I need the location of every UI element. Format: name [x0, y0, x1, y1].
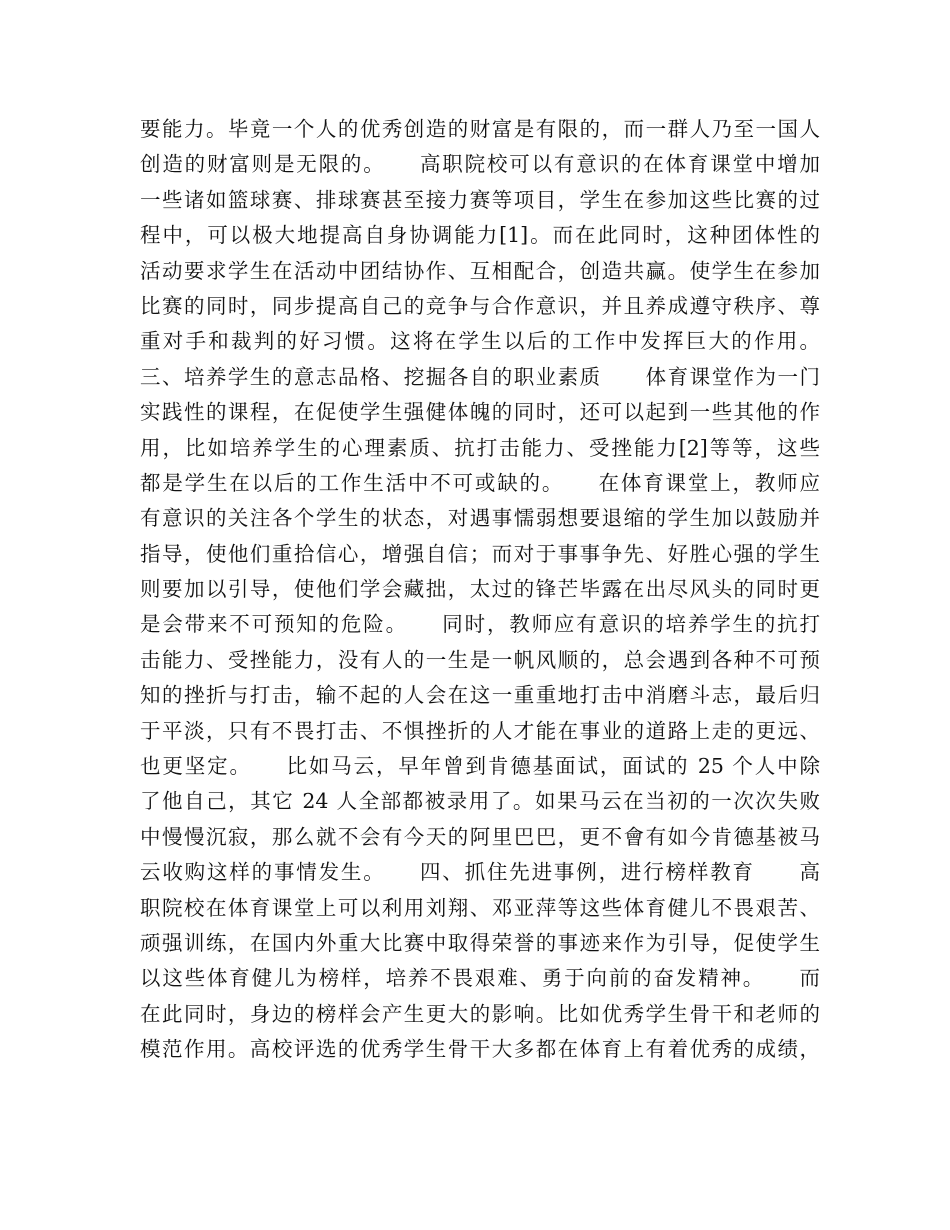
text-line: 都是学生在以后的工作生活中不可或缺的。 在体育课堂上，教师应	[140, 470, 820, 495]
text-line: 云收购这样的事情发生。 四、抓住先进事例，进行榜样教育 高	[140, 860, 820, 885]
text-line: 顽强训练，在国内外重大比赛中取得荣誉的事迹来作为引导，促使学生	[140, 930, 820, 955]
text-line: 了他自己，其它 24 人全部都被录用了。如果马云在当初的一次次失败	[140, 789, 820, 814]
text-line: 于平淡，只有不畏打击、不惧挫折的人才能在事业的道路上走的更远、	[140, 718, 820, 743]
text-line: 一些诸如篮球赛、排球赛甚至接力赛等项目，学生在参加这些比赛的过	[140, 187, 820, 212]
text-line: 比赛的同时，同步提高自己的竞争与合作意识，并且养成遵守秩序、尊	[140, 293, 820, 318]
text-line: 模范作用。高校评选的优秀学生骨干大多都在体育上有着优秀的成绩，	[140, 1037, 820, 1062]
text-line: 知的挫折与打击，输不起的人会在这一重重地打击中消磨斗志，最后归	[140, 683, 820, 708]
text-line: 创造的财富则是无限的。 高职院校可以有意识的在体育课堂中增加	[140, 152, 820, 177]
text-line: 在此同时，身边的榜样会产生更大的影响。比如优秀学生骨干和老师的	[140, 1001, 820, 1026]
text-line: 指导，使他们重拾信心，增强自信；而对于事事争先、好胜心强的学生	[140, 541, 820, 566]
text-line: 中慢慢沉寂，那么就不会有今天的阿里巴巴，更不會有如今肯德基被马	[140, 824, 820, 849]
text-line: 用，比如培养学生的心理素质、抗打击能力、受挫能力[2]等等，这些	[140, 435, 820, 460]
text-line: 要能力。毕竟一个人的优秀创造的财富是有限的，而一群人乃至一国人	[140, 117, 820, 141]
text-line: 实践性的课程，在促使学生强健体魄的同时，还可以起到一些其他的作	[140, 400, 820, 425]
text-line: 职院校在体育课堂上可以利用刘翔、邓亚萍等这些体育健儿不畏艰苦、	[140, 895, 820, 920]
body-text	[140, 112, 820, 1068]
text-line: 是会带来不可预知的危险。 同时，教师应有意识的培养学生的抗打	[140, 612, 820, 637]
text-line: 三、培养学生的意志品格、挖掘各自的职业素质 体育课堂作为一门	[140, 364, 820, 389]
text-line: 也更坚定。 比如马云，早年曾到肯德基面试，面试的 25 个人中除	[140, 754, 820, 779]
text-line: 活动要求学生在活动中团结协作、互相配合，创造共赢。使学生在参加	[140, 258, 820, 283]
text-line: 重对手和裁判的好习惯。这将在学生以后的工作中发挥巨大的作用。	[140, 329, 820, 354]
text-line: 程中，可以极大地提高自身协调能力[1]。而在此同时，这种团体性的	[140, 223, 820, 248]
text-line: 则要加以引导，使他们学会藏拙，太过的锋芒毕露在出尽风头的同时更	[140, 577, 820, 602]
text-line: 有意识的关注各个学生的状态，对遇事懦弱想要退缩的学生加以鼓励并	[140, 506, 820, 531]
text-line: 以这些体育健儿为榜样，培养不畏艰难、勇于向前的奋发精神。 而	[140, 966, 820, 991]
text-line: 击能力、受挫能力，没有人的一生是一帆风顺的，总会遇到各种不可预	[140, 647, 820, 672]
